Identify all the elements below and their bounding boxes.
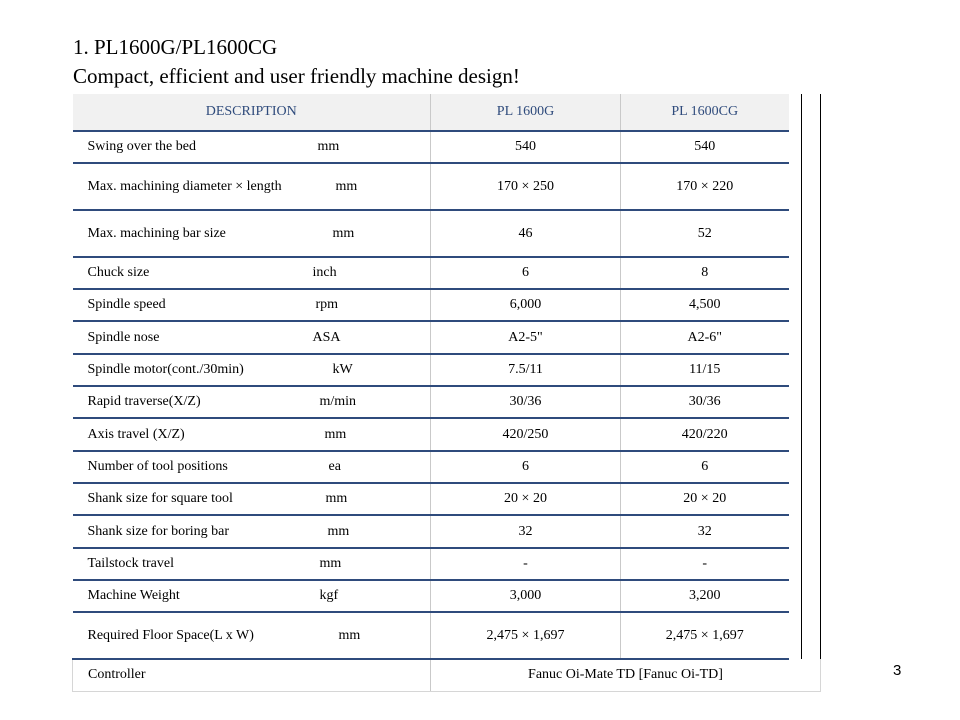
row-value-pl1600g: 30/36 (431, 386, 621, 418)
row-value-pl1600cg: 32 (621, 515, 789, 548)
table-gap-cell (789, 418, 802, 451)
row-value-pl1600cg: 170 × 220 (621, 163, 789, 210)
table-edge-cell (802, 163, 821, 210)
table-gap-cell (789, 386, 802, 418)
row-label: Axis travel (X/Z) (87, 426, 185, 442)
spec-table (72, 94, 821, 692)
row-value-pl1600g: A2-5" (431, 321, 621, 354)
row-value-pl1600g: 6 (431, 257, 621, 289)
table-gap-cell (789, 354, 802, 386)
table-edge-cell (802, 548, 821, 580)
table-edge-cell (802, 418, 821, 451)
table-row (73, 386, 821, 418)
row-value-pl1600g: - (431, 548, 621, 580)
table-edge-cell (802, 483, 821, 515)
row-value-pl1600g: 2,475 × 1,697 (431, 612, 621, 659)
table-edge-cell (802, 515, 821, 548)
controller-label (73, 659, 431, 691)
row-unit: rpm (315, 297, 339, 312)
table-edge-cell (802, 386, 821, 418)
table-gap-cell (789, 257, 802, 289)
row-label: Rapid traverse(X/Z) (87, 394, 201, 409)
row-value-pl1600cg: 540 (621, 131, 789, 163)
row-value-pl1600g: 6 (431, 451, 621, 483)
row-description-cell (73, 210, 431, 257)
row-value-pl1600cg: 6 (621, 451, 789, 483)
row-unit: mm (319, 556, 342, 571)
row-value-pl1600cg: 20 × 20 (621, 483, 789, 515)
table-edge-cell (802, 94, 821, 131)
table-row (73, 483, 821, 515)
table-gap-cell (789, 131, 802, 163)
row-value-pl1600g: 3,000 (431, 580, 621, 612)
table-row (73, 418, 821, 451)
row-value-pl1600cg: A2-6" (621, 321, 789, 354)
row-description-cell (73, 483, 431, 515)
table-row (73, 163, 821, 210)
row-label: Required Floor Space(L x W) (87, 627, 254, 643)
table-gap-cell (789, 163, 802, 210)
row-label: Spindle nose (87, 329, 160, 345)
row-unit: mm (325, 491, 348, 506)
row-value-pl1600cg: 3,200 (621, 580, 789, 612)
controller-label-text: Controller (88, 667, 146, 683)
row-description-cell (73, 131, 431, 163)
table-header-row (73, 94, 821, 131)
table-row (73, 515, 821, 548)
table-gap-cell (789, 483, 802, 515)
table-row (73, 354, 821, 386)
table-gap-cell (789, 94, 802, 131)
row-description-cell (73, 257, 431, 289)
row-unit: ASA (312, 329, 341, 345)
table-edge-cell (802, 321, 821, 354)
row-label: Tailstock travel (87, 556, 174, 571)
row-description-cell (73, 163, 431, 210)
table-gap-cell (789, 515, 802, 548)
row-label: Chuck size (87, 265, 150, 280)
table-edge-cell (802, 210, 821, 257)
table-row (73, 451, 821, 483)
row-value-pl1600cg: 11/15 (621, 354, 789, 386)
row-label: Max. machining bar size (87, 225, 226, 241)
row-unit: mm (327, 523, 350, 539)
table-gap-cell (789, 580, 802, 612)
table-row (73, 612, 821, 659)
table-gap-cell (789, 548, 802, 580)
table-row (73, 257, 821, 289)
row-value-pl1600cg: 420/220 (621, 418, 789, 451)
table-edge-cell (802, 451, 821, 483)
table-gap-cell (789, 451, 802, 483)
page-number: 3 (893, 662, 902, 679)
row-value-pl1600g: 420/250 (431, 418, 621, 451)
row-value-pl1600cg: 4,500 (621, 289, 789, 321)
table-gap-cell (789, 321, 802, 354)
row-description-cell (73, 418, 431, 451)
row-value-pl1600cg: 52 (621, 210, 789, 257)
row-value-pl1600g: 7.5/11 (431, 354, 621, 386)
row-value-pl1600g: 20 × 20 (431, 483, 621, 515)
row-value-pl1600cg: 2,475 × 1,697 (621, 612, 789, 659)
row-description-cell (73, 451, 431, 483)
table-row (73, 289, 821, 321)
row-label: Max. machining diameter × length (87, 178, 282, 194)
row-description-cell (73, 386, 431, 418)
row-unit: ea (328, 459, 341, 474)
table-edge-cell (802, 289, 821, 321)
table-gap-cell (789, 612, 802, 659)
row-value-pl1600cg: 8 (621, 257, 789, 289)
row-label: Machine Weight (87, 588, 180, 603)
row-description-cell (73, 580, 431, 612)
row-unit: mm (332, 225, 355, 241)
page-subtitle: Compact, efficient and user friendly machine design! (73, 64, 520, 88)
row-label: Spindle speed (87, 297, 166, 312)
table-gap-cell (789, 289, 802, 321)
controller-value: Fanuc Oi-Mate TD [Fanuc Oi-TD] (431, 659, 821, 691)
row-description-cell (73, 354, 431, 386)
header-pl1600cg: PL 1600CG (621, 94, 789, 131)
table-edge-cell (802, 131, 821, 163)
row-description-cell (73, 515, 431, 548)
row-label: Swing over the bed (87, 139, 196, 154)
row-label: Spindle motor(cont./30min) (87, 362, 244, 377)
row-value-pl1600cg: - (621, 548, 789, 580)
table-row (73, 131, 821, 163)
row-value-pl1600g: 6,000 (431, 289, 621, 321)
row-unit: mm (335, 178, 358, 194)
table-edge-cell (802, 257, 821, 289)
table-edge-cell (802, 354, 821, 386)
row-unit: inch (312, 265, 337, 280)
row-value-pl1600cg: 30/36 (621, 386, 789, 418)
row-description-cell (73, 321, 431, 354)
row-unit: m/min (319, 394, 357, 409)
row-unit: mm (338, 627, 361, 643)
row-unit: mm (324, 426, 347, 442)
row-description-cell (73, 548, 431, 580)
table-edge-cell (802, 612, 821, 659)
row-label: Shank size for boring bar (87, 523, 230, 539)
header-pl1600g: PL 1600G (431, 94, 621, 131)
row-label: Number of tool positions (87, 459, 228, 474)
row-label: Shank size for square tool (87, 491, 233, 506)
table-gap-cell (789, 210, 802, 257)
page-heading (73, 33, 773, 91)
row-unit: kgf (319, 588, 339, 603)
spec-table-body (73, 94, 821, 691)
row-value-pl1600g: 32 (431, 515, 621, 548)
table-row (73, 210, 821, 257)
header-description: DESCRIPTION (73, 94, 431, 131)
table-edge-cell (802, 580, 821, 612)
table-row (73, 548, 821, 580)
page-title: 1. PL1600G/PL1600CG (73, 35, 278, 59)
row-unit: kW (332, 362, 353, 377)
row-unit: mm (317, 139, 340, 154)
row-value-pl1600g: 540 (431, 131, 621, 163)
row-description-cell (73, 612, 431, 659)
controller-row (73, 659, 821, 691)
row-value-pl1600g: 170 × 250 (431, 163, 621, 210)
row-value-pl1600g: 46 (431, 210, 621, 257)
table-row (73, 580, 821, 612)
row-description-cell (73, 289, 431, 321)
table-row (73, 321, 821, 354)
